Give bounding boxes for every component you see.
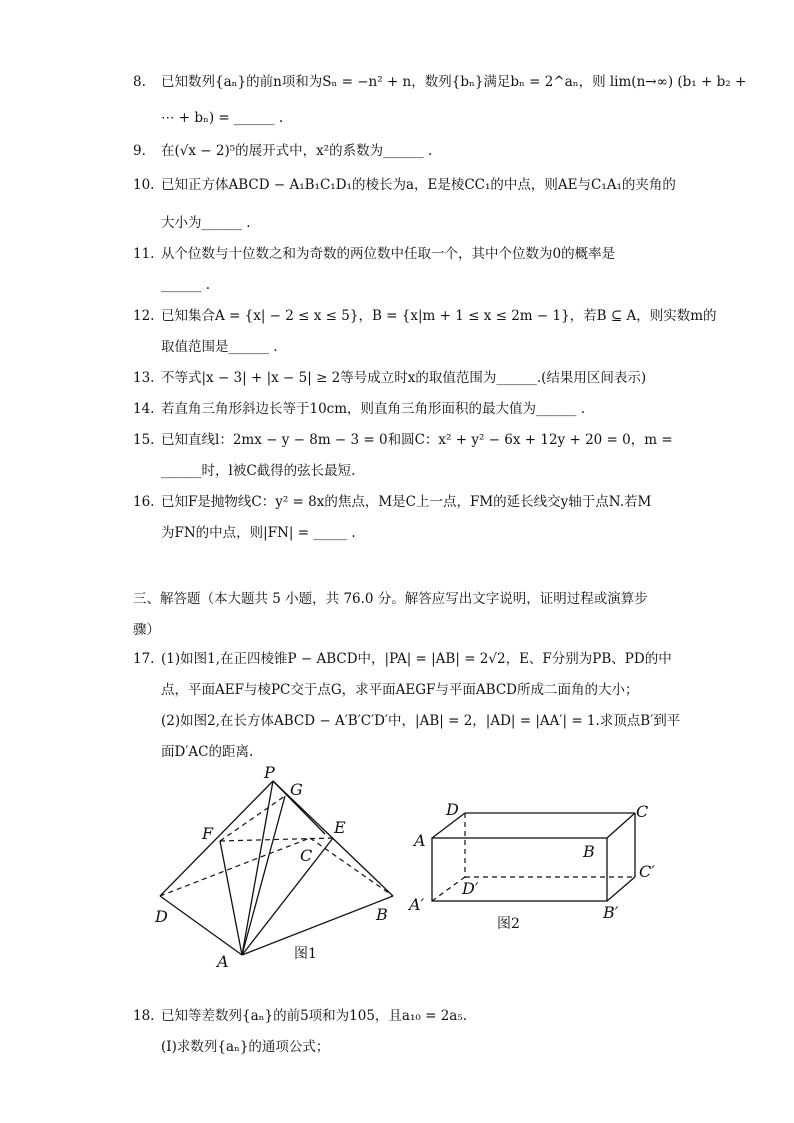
question-line: ______时，l被C截得的弦长最短. — [161, 463, 356, 479]
hidden-edge-DC — [160, 838, 313, 896]
question-15 — [133, 431, 673, 481]
question-number: 9. — [133, 143, 146, 159]
question-line: 不等式|x − 3| + |x − 5| ≥ 2等号成立时x的取值范围为______.(结果用区间表示) — [161, 370, 647, 386]
question-8 — [133, 73, 747, 126]
question-line: ______ . — [161, 277, 211, 293]
question-line: 若直角三角形斜边长等于10cm，则直角三角形面积的最大值为______ . — [161, 401, 586, 417]
question-line: (2)如图2,在长方体ABCD − A′B′C′D′中，|AB| = 2，|AD| = |AA′| = 1.求顶点B′到平 — [161, 713, 681, 729]
section-heading-continuation — [133, 618, 160, 638]
question-line: 取值范围是______ . — [161, 339, 278, 355]
hidden-segment-FE — [220, 838, 333, 841]
question-14 — [133, 400, 673, 420]
hidden-edge-CB — [310, 838, 393, 896]
front-face — [432, 838, 607, 901]
figure-2-caption: 图2 — [497, 916, 520, 932]
label-G: G — [290, 780, 303, 799]
question-10 — [133, 176, 676, 232]
edge-AD — [160, 896, 242, 955]
section-heading-line: 三、解答题（本大题共 5 小题，共 76.0 分。解答应写出文字说明，证明过程或演算步 — [133, 591, 648, 607]
question-line: 已知等差数列{aₙ}的前5项和为105，且a₁₀ = 2a₅. — [161, 1008, 468, 1024]
question-number: 16. — [133, 494, 155, 510]
figure-2-cuboid — [405, 795, 675, 940]
question-11 — [133, 245, 673, 297]
label-Dp: D′ — [462, 879, 479, 898]
question-number: 11. — [133, 246, 155, 262]
question-16 — [133, 493, 673, 543]
question-number: 14. — [133, 401, 155, 417]
label-C: C — [300, 846, 313, 865]
question-line: 为FN的中点，则|FN| = _____ . — [161, 525, 356, 541]
question-line: 面D′AC的距离. — [161, 744, 254, 760]
hidden-edge-ApDp — [432, 877, 465, 901]
question-line: ⋯ + bₙ) = ______ . — [161, 110, 284, 126]
question-number: 15. — [133, 432, 155, 448]
segment-AF — [220, 841, 242, 955]
question-line: 大小为______ . — [161, 215, 251, 231]
edge-BpCp — [607, 877, 635, 901]
question-line: 已知集合A = {x| − 2 ≤ x ≤ 5}，B = {x|m + 1 ≤ x ≤ 2m − 1}，若B ⊆ A，则实数m的 — [161, 308, 717, 324]
label-F: F — [202, 824, 214, 843]
label-P: P — [264, 763, 275, 782]
question-line: 已知直线l：2mx − y − 8m − 3 = 0和圆C：x² + y² − 6x + 12y + 20 = 0，m = — [161, 432, 673, 448]
figure-1-pyramid — [150, 762, 400, 967]
label-D: D — [446, 800, 459, 819]
question-9 — [133, 142, 673, 162]
label-A: A — [217, 952, 229, 967]
question-13 — [133, 369, 673, 389]
question-number: 10. — [133, 177, 155, 193]
label-A: A — [414, 831, 426, 850]
question-line: 在(√x − 2)⁵的展开式中，x²的系数为______ . — [161, 143, 433, 159]
question-18 — [133, 1007, 673, 1057]
label-Ap: A′ — [409, 895, 425, 914]
label-Cp: C′ — [639, 862, 655, 881]
section-heading-line: 骤） — [133, 622, 160, 638]
question-17 — [133, 650, 681, 762]
section-heading — [133, 587, 648, 607]
question-number: 17. — [133, 651, 155, 667]
question-number: 18. — [133, 1008, 155, 1024]
question-12 — [133, 307, 717, 357]
segment-AG — [242, 796, 285, 955]
label-Bp: B′ — [603, 903, 619, 922]
question-number: 13. — [133, 370, 155, 386]
question-line: 从个位数与十位数之和为奇数的两位数中任取一个，其中个位数为0的概率是 — [161, 246, 616, 262]
question-number: 8. — [133, 74, 146, 90]
label-D: D — [155, 907, 168, 926]
question-line: (Ⅰ)求数列{aₙ}的通项公式； — [161, 1039, 330, 1055]
label-B: B — [583, 842, 595, 861]
label-B: B — [376, 905, 388, 924]
question-line: 已知正方体ABCD − A₁B₁C₁D₁的棱长为a，E是棱CC₁的中点，则AE与C₁A₁的夹角的 — [161, 177, 676, 193]
question-line: (1)如图1,在正四棱锥P − ABCD中，|PA| = |AB| = 2√2，E、F分别为PB、PD的中 — [161, 651, 672, 667]
label-C: C — [636, 802, 649, 821]
question-line: 已知F是抛物线C：y² = 8x的焦点，M是C上一点，FM的延长线交y轴于点N.若M — [161, 494, 652, 510]
figure-1-caption: 图1 — [294, 946, 317, 962]
edge-BC — [607, 813, 635, 838]
question-line: 点，平面AEF与棱PC交于点G，求平面AEGF与平面ABCD所成二面角的大小； — [161, 682, 639, 698]
label-E: E — [334, 818, 346, 837]
question-number: 12. — [133, 308, 155, 324]
question-line: 已知数列{aₙ}的前n项和为Sₙ = −n² + n，数列{bₙ}满足bₙ = 2^aₙ，则 lim(n→∞) (b₁ + b₂ + — [161, 74, 747, 90]
